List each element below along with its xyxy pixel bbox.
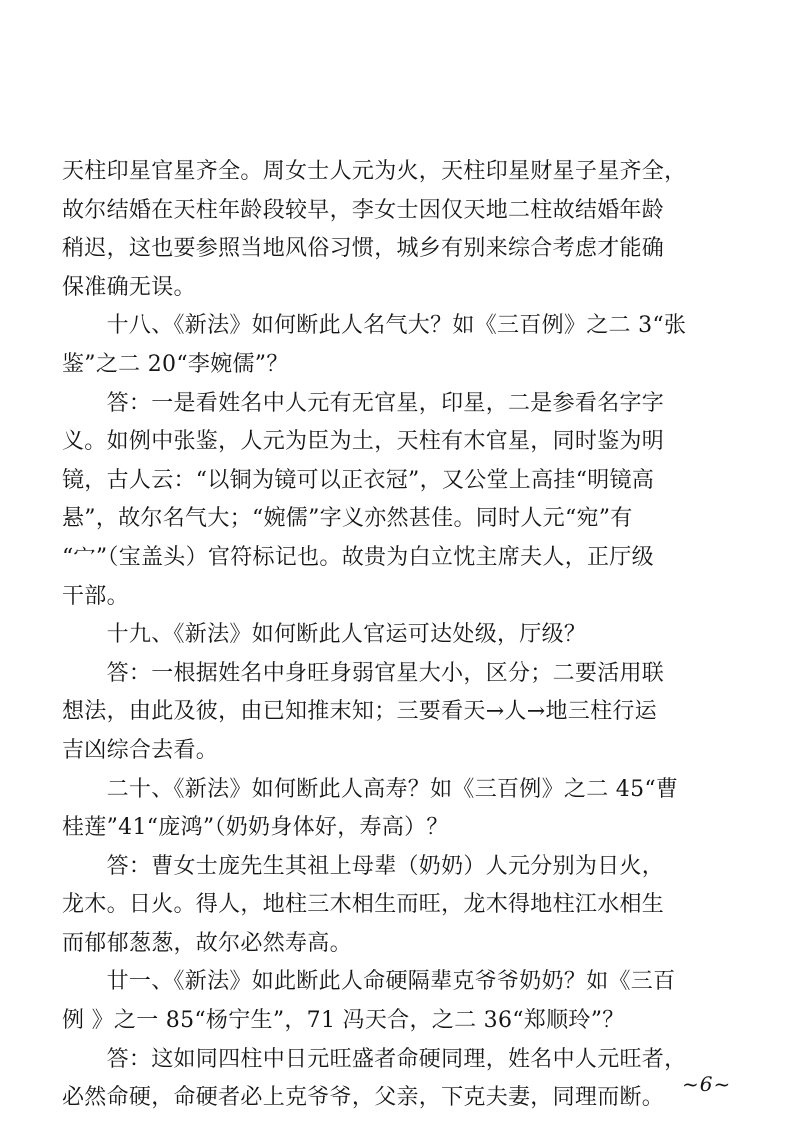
text-line: 义。如例中张鉴，人元为臣为土，天柱有木官星，同时鉴为明 [62, 429, 665, 455]
question-21-line: 廿一、《新法》如此断此人命硬隔辈克爷爷奶奶？如《三百 [62, 969, 676, 995]
answer-18-line: 答：一是看姓名中人元有无官星，印星，二是参看名字字 [62, 390, 665, 416]
text-line: 必然命硬，命硬者必上克爷爷，父亲，下克夫妻，同理而断。 [62, 1085, 665, 1111]
page-number: ~6~ [682, 1072, 732, 1096]
text-line: 稍迟，这也要参照当地风俗习惯，城乡有别来综合考虑才能确 [62, 236, 665, 262]
question-18-line: 十八、《新法》如何断此人名气大？如《三百例》之二 3“张 [62, 313, 687, 339]
text-line: 吉凶综合去看。 [62, 737, 219, 763]
text-line: 干部。 [62, 583, 129, 609]
text-line: 而郁郁葱葱，故尔必然寿高。 [62, 930, 352, 956]
text-line: 桂莲”41“庞鸿”（奶奶身体好，寿高）？ [62, 815, 449, 841]
text-line: 鉴”之二 20“李婉儒”？ [62, 351, 289, 377]
question-19-line: 十九、《新法》如何断此人官运可达处级，厅级？ [62, 622, 587, 648]
text-line: 例 》之一 85“杨宁生”，71 冯天合，之二 36“郑顺玲”？ [62, 1008, 625, 1034]
text-line: “宀”（宝盖头）官符标记也。故贵为白立忱主席夫人，正厅级 [62, 544, 654, 570]
text-line: 保准确无误。 [62, 274, 196, 300]
answer-20-line: 答：曹女士庞先生其祖上母辈（奶奶）人元分别为日火， [62, 853, 665, 879]
answer-19-line: 答：一根据姓名中身旺身弱官星大小，区分；二要活用联 [62, 660, 665, 686]
text-line: 故尔结婚在天柱年龄段较早，李女士因仅天地二柱故结婚年龄 [62, 197, 665, 223]
text-line: 龙木。日火。得人，地柱三木相生而旺，龙木得地柱江水相生 [62, 892, 665, 918]
text-line: 天柱印星官星齐全。周女士人元为火，天柱印星财星子星齐全， [62, 159, 687, 184]
answer-21-line: 答：这如同四柱中日元旺盛者命硬同理，姓名中人元旺者， [62, 1046, 687, 1072]
question-20-line: 二十、《新法》如何断此人高寿？如《三百例》之二 45“曹 [62, 776, 679, 802]
body-text [62, 153, 712, 1118]
text-line: 镜，古人云：“以铜为镜可以正衣冠”，又公堂上高挂“明镜高 [62, 467, 655, 493]
text-line: 想法，由此及彼，由已知推末知；三要看天→人→地三柱行运 [62, 699, 657, 725]
text-line: 悬”，故尔名气大；“婉儒”字义亦然甚佳。同时人元“宛”有 [62, 506, 633, 532]
